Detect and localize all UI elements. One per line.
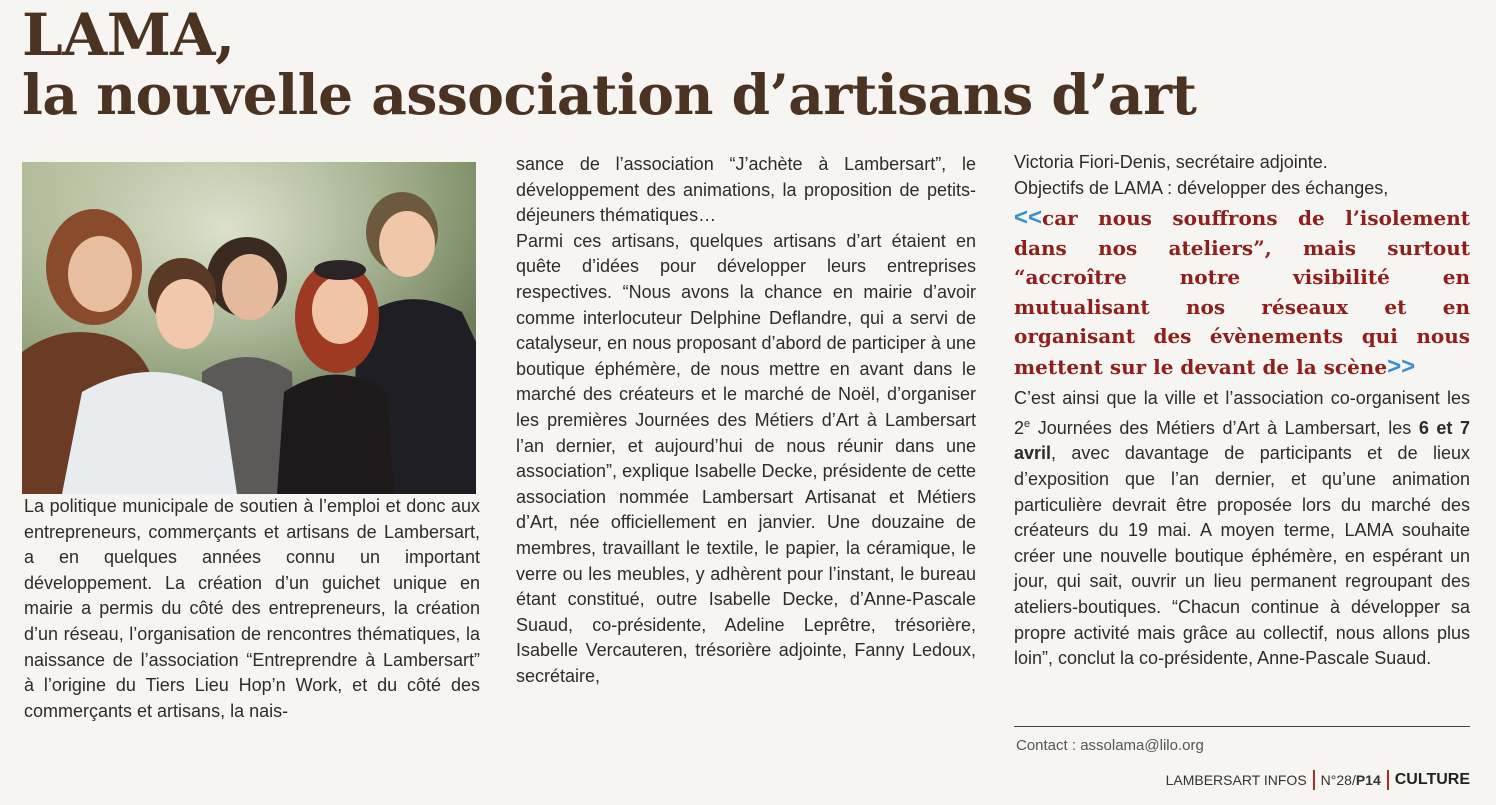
page-number: P14 <box>1355 772 1381 788</box>
contact-line: Contact : assolama@lilo.org <box>1016 737 1204 754</box>
footer-separator <box>1313 770 1315 790</box>
p3-text-c: , avec davantage de participants et de lieux d’exposition que l’an dernier, et qu’une animation particulière devrait être proposée lors du marché des créateurs du 19 mai. A moyen terme, LAMA souhaite créer une nouvelle boutique éphémère, en espérant un jour, qui sait, ouvrir un lieu permanent regroupant des ateliers-boutiques. “Chacun continue à développer sa propre activité mais grâce au collectif, nous allons plus loin”, conclut la co-présidente, Anne-Pascale Suaud. <box>1014 443 1470 669</box>
footer-separator <box>1387 770 1389 790</box>
article-column-1 <box>24 494 480 724</box>
group-photo <box>22 162 476 494</box>
issue-label: N°28/ <box>1320 772 1356 788</box>
column2-paragraph-2: Parmi ces artisans, quelques artisans d’art étaient en quête d’idées pour développer leurs entreprises respectives. “Nous avons la chance en mairie d’avoir comme interlocuteur Delphine Deflandre, qui a servi de catalyseur, en nous proposant d’abord de participer à une boutique éphémère, de nous mettre en avant dans le marché des créateurs et le marché de Noël, d’organiser les premières Journées des Métiers d’Art à Lambersart l’an dernier, et aujourd’hui de nous réunir dans une association”, explique Isabelle Decke, présidente de cette association nommée Lambersart Artisanat et Métiers d’Art, née officiellement en janvier. Une douzaine de membres, travaillant le textile, le papier, la céramique, le verre ou les meubles, y adhèrent pour l’instant, le bureau étant constitué, outre Isabelle Decke, d’Anne-Pascale Suaud, co-présidente, Adeline Leprêtre, trésorière, Isabelle Vercauteren, trésorière adjointe, Fanny Ledoux, secrétaire, <box>516 230 976 686</box>
section-name: CULTURE <box>1394 771 1470 788</box>
page-footer <box>1166 770 1470 790</box>
p3-superscript: e <box>1024 417 1031 430</box>
article-column-3 <box>1014 150 1470 672</box>
p3-text-b: Journées des Métiers d’Art à Lambersart, les <box>1030 417 1419 438</box>
contact-divider <box>1014 726 1470 727</box>
article-column-2 <box>516 152 976 689</box>
event-dates: 6 et 7 avril <box>1014 417 1471 464</box>
quote-close-icon: >> <box>1387 352 1416 380</box>
publication-name: LAMBERSART INFOS <box>1165 772 1307 788</box>
quote-open-icon: << <box>1014 204 1043 232</box>
column3-paragraph-2: Objectifs de LAMA : développer des échanges, <box>1014 177 1389 198</box>
column2-paragraph-1: sance de l’association “J’achète à Lambersart”, le développement des animations, la proposition de petits-déjeuners thématiques… <box>516 154 976 226</box>
p3-text-a: C’est ainsi que la ville et l’association co-organisent les 2 <box>1014 388 1470 438</box>
headline-line2: la nouvelle association d’artisans d’art <box>22 62 1197 127</box>
group-photo-illustration <box>22 162 476 494</box>
pull-quote-text: car nous souffrons de l’isolement dans nos ateliers”, mais surtout “accroître notre visibilité en mutualisant nos réseaux et en organisant des évènements qui nous mettent sur le devant de la scène <box>1014 206 1470 379</box>
headline-line1: LAMA, <box>22 1 235 69</box>
column3-paragraph-1: Victoria Fiori-Denis, secrétaire adjointe. <box>1014 152 1328 172</box>
pull-quote <box>1014 203 1470 382</box>
column3-paragraph-3 <box>1014 386 1470 672</box>
issue-number <box>1321 772 1381 788</box>
column1-paragraph-1: La politique municipale de soutien à l’emploi et donc aux entrepreneurs, commerçants et artisans de Lambersart, a en quelques années connu un important développement. La création d’un guichet unique en mairie a permis du côté des entrepreneurs, la création d’un réseau, l’organisation de rencontres thématiques, la naissance de l’association “Entreprendre à Lambersart” à l’origine du Tiers Lieu Hop’n Work, et du côté des commerçants et artisans, la nais- <box>24 496 480 721</box>
